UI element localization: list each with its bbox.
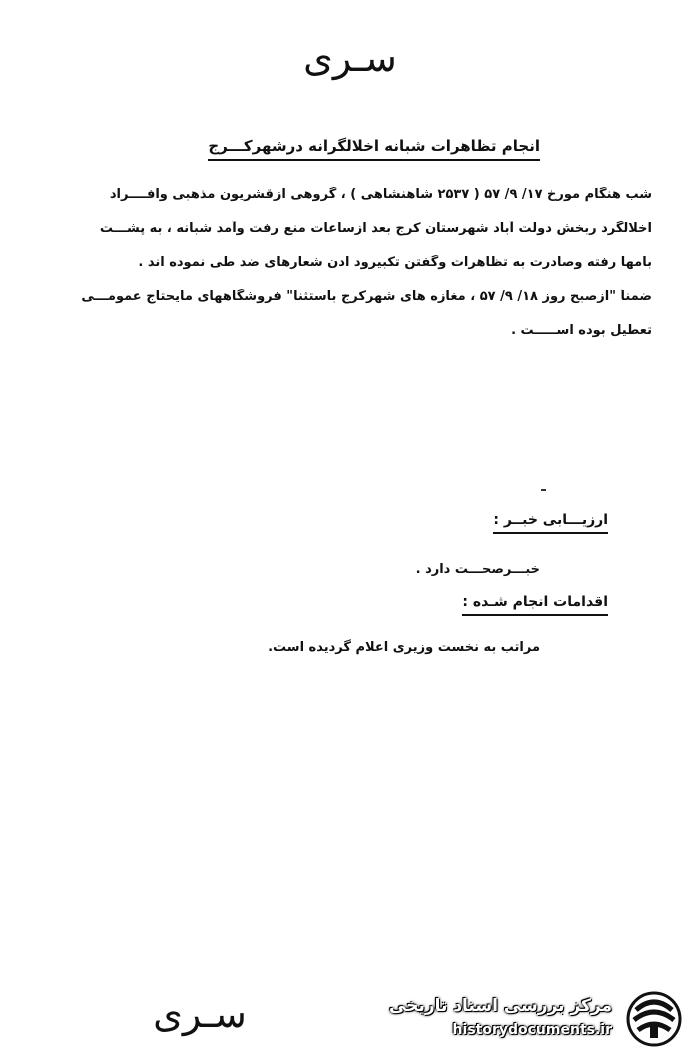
actions-text: مراتب به نخست وزیری اعلام گردیده است. — [268, 640, 540, 655]
watermark-name: مرکز بررسی اسناد تاریخی — [389, 996, 612, 1016]
body-line-5: تعطیل بوده اســـــت . — [511, 323, 652, 338]
stray-ink-mark — [541, 489, 546, 491]
archive-center-logo-icon — [622, 990, 686, 1048]
body-line-3: بامها رفته وصادرت به تظاهرات وگفتن تکبیرود ادن شعارهای ضد طی نموده اند . — [138, 255, 652, 270]
document-subject: انجام تظاهرات شبانه اخلالگرانه درشهرکـــرج — [208, 137, 540, 161]
archive-watermark — [389, 990, 692, 1050]
body-line-4: ضمناً "ازصبح روز ۱۸/ ۹/ ۵۷ ، مغازه های شهرکرج باستثنا" فروشگاههای مایحتاج عمومـــی — [81, 289, 652, 304]
actions-heading: اقدامات انجام شـده : — [462, 594, 608, 616]
body-line-2: اخلالگرد ربخش دولت آباد شهرستان کرج بعد ازساعات منع رفت وآمد شبانه ، به پشـــت — [99, 221, 652, 236]
classification-mark-bottom: سـری — [153, 992, 247, 1036]
watermark-url: historydocuments.ir — [452, 1022, 612, 1038]
evaluation-heading: ارزیـــابی خبــر : — [493, 512, 608, 534]
classification-mark-top: سـری — [303, 36, 397, 80]
evaluation-text: خبـــرصحـــت دارد . — [415, 562, 540, 577]
body-line-1: شب هنگام مورخ ۱۷/ ۹/ ۵۷ ( ۲۵۳۷ شاهنشاهی ) ، گروهی ازقشریون مذهبی وافــــراد — [109, 187, 652, 202]
